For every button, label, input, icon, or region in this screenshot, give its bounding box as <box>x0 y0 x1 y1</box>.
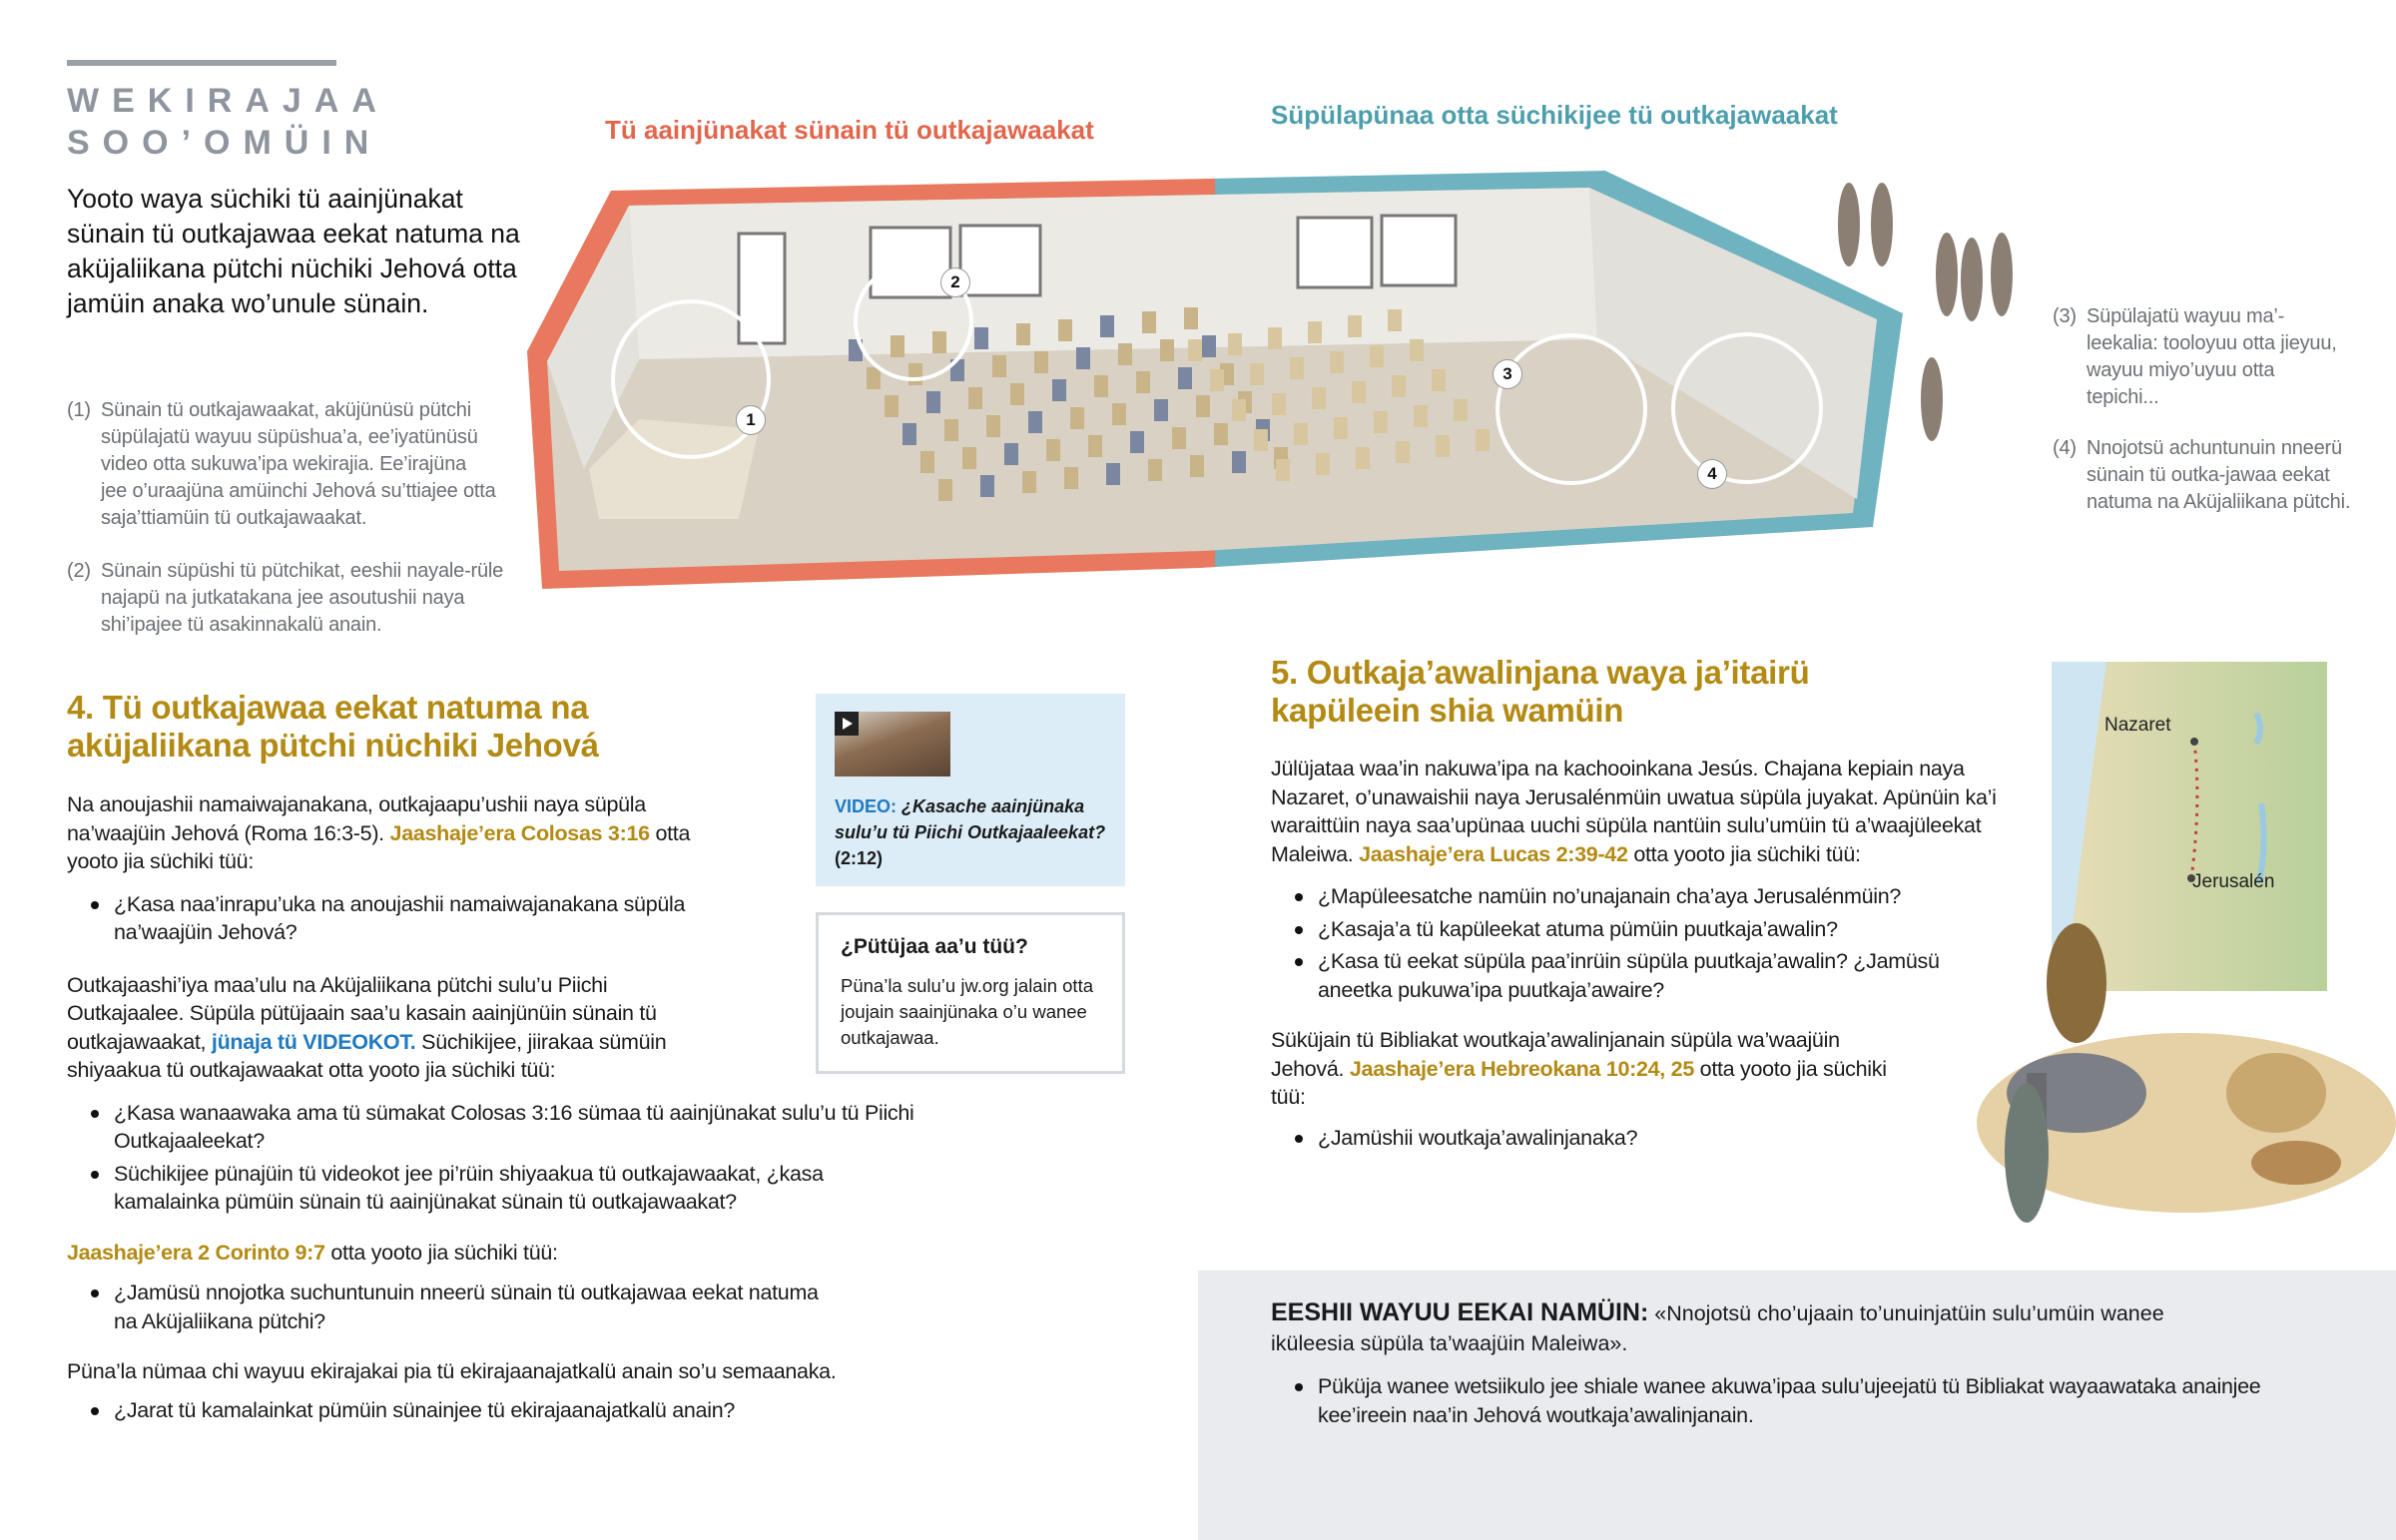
chair <box>1374 411 1388 433</box>
chair <box>1290 357 1304 379</box>
chair-with-person <box>908 363 922 385</box>
question-item: ¿Jamüshii woutkaja’awalinjanaka? <box>1271 1124 2020 1153</box>
chair <box>1312 387 1326 409</box>
question-item: ¿Mapüleesatche namüin no’unajanain cha’aya Jerusalénmüin? <box>1271 882 1970 911</box>
chair <box>1254 429 1268 451</box>
chair-with-person <box>962 447 976 469</box>
chair <box>1396 441 1410 463</box>
note-number: (1) <box>67 399 91 421</box>
chair <box>1392 375 1406 397</box>
chair <box>1356 447 1370 469</box>
chair-with-person <box>1016 323 1030 345</box>
callout-quote <box>1271 1297 2169 1358</box>
paragraph-text: Süchikijee, jiirakaa sümüin shiyaakua tü outkajawaakat otta yooto jia süchiki tüü: <box>67 1029 667 1082</box>
question-list <box>67 1279 846 1335</box>
person-figure <box>1936 233 1958 316</box>
chair-with-person <box>1202 335 1216 357</box>
chair <box>1232 399 1246 421</box>
paragraph-text: Süküjain tü Bibliakat woutkaja’awalinjanain süpüla wa’waajüin Jehová. <box>1271 1028 1840 1081</box>
question-item: ¿Kasa wanaawaka ama tü sümakat Colosas 3:16 sümaa tü aainjünakat sulu’u tü Piichi Outkajaaleekat? <box>67 1099 925 1156</box>
chair-with-person <box>1046 439 1060 461</box>
video-duration: (2:12) <box>835 848 884 868</box>
chair-with-person <box>1034 351 1048 373</box>
chair-with-person <box>1190 455 1204 477</box>
section-5-heading: 5. Outkaja’awalinjana waya ja’itairü kapüleein shia wamüin <box>1271 654 1810 729</box>
chair <box>1294 423 1308 445</box>
play-icon[interactable] <box>835 712 859 736</box>
chair-with-person <box>926 391 940 413</box>
chair <box>1210 369 1224 391</box>
chair-with-person <box>1118 343 1132 365</box>
marker-3: 3 <box>1494 360 1521 388</box>
child-figure <box>2005 1083 2049 1223</box>
map-label-jerusalen: Jerusalén <box>2192 871 2275 892</box>
chair <box>1250 363 1264 385</box>
paragraph <box>67 1239 726 1268</box>
chair <box>1188 339 1202 361</box>
kingdom-hall-illustration <box>0 0 2396 639</box>
scripture-link-hebreokana[interactable]: Jaashaje’era Hebreokana 10:24, 25 <box>1349 1056 1694 1081</box>
chair-with-person <box>1160 339 1174 361</box>
video-link[interactable]: jünaja tü VIDEOKOT. <box>211 1029 416 1054</box>
question-item: ¿Kasaja’a tü kapüleekat atuma pümüin puutkaja’awalin? <box>1271 915 1970 944</box>
chair-with-person <box>980 475 994 497</box>
chair-with-person <box>902 423 916 445</box>
chair <box>1272 393 1286 415</box>
chair-with-person <box>1022 471 1036 493</box>
did-you-know-box <box>816 912 1125 1074</box>
question-list <box>67 1396 965 1425</box>
paragraph-text: Na anoujashii namaiwajanakana, outkajaapu’ushii naya süpüla na’waajüin Jehová (Roma 16:3-5). <box>67 792 646 845</box>
chair-with-person <box>891 335 904 357</box>
traveler-figure <box>2047 923 2106 1043</box>
chair-with-person <box>1070 407 1084 429</box>
question-item: ¿Kasa naa’inrapu’uka na anoujashii namaiwajanakana süpüla na’waajüin Jehová? <box>67 890 726 947</box>
scripture-link-colosas[interactable]: Jaashaje’era Colosas 3:16 <box>389 820 650 845</box>
paragraph-text: otta yooto jia süchiki tüü: <box>1271 1056 1887 1109</box>
traveler-sitting <box>2226 1053 2326 1133</box>
chair-with-person <box>1178 367 1192 389</box>
chair-with-person <box>986 415 1000 437</box>
scripture-link-corinto[interactable]: Jaashaje’era 2 Corinto 9:7 <box>67 1240 325 1265</box>
chair-with-person <box>1058 319 1072 341</box>
chair-with-person <box>1010 383 1024 405</box>
chair-with-person <box>1196 395 1210 417</box>
door <box>739 234 785 343</box>
video-title[interactable]: ¿Kasache aainjünaka sulu’u tü Piichi Outkajaaleekat? <box>835 796 1106 842</box>
chair-with-person <box>867 367 881 389</box>
person-figure <box>1991 233 2013 316</box>
note-text: Süpülajatü wayuu ma’-leekalia: tooloyuu otta jieyuu, wayuu miyo’uyuu otta tepichi... <box>2087 305 2337 408</box>
chair-with-person <box>1028 411 1042 433</box>
question-item: ¿Jamüsü nnojotka suchuntunuin nneerü sünain tü outkajawaa eekat natuma na Aküjaliikana pütchi? <box>67 1279 846 1335</box>
marker-2: 2 <box>941 268 969 296</box>
chair <box>1388 309 1402 331</box>
callout-quote-text: «Nnojotsü cho’ujaain to’unuinjatüin sulu’umüin wanee iküleesia süpüla ta’waajüin Maleiwa». <box>1271 1301 2164 1355</box>
map-illustration <box>1957 654 2396 1253</box>
nazaret-dot <box>2190 738 2198 746</box>
paragraph-text: otta yooto jia süchiki tüü: <box>67 820 691 873</box>
chair <box>1410 339 1424 361</box>
chair <box>1334 417 1348 439</box>
chair <box>1330 351 1344 373</box>
chair <box>1308 321 1322 343</box>
kicker-line-2: SOO’OMÜIN <box>67 124 382 162</box>
chair-with-person <box>1004 443 1018 465</box>
box-title: ¿Pütüjaa aa’u tüü? <box>841 935 1028 958</box>
question-item: ¿Jarat tü kamalainkat pümüin sünainjee tü ekirajaanajatkalü anain? <box>67 1396 965 1425</box>
chair-with-person <box>1232 451 1246 473</box>
question-list <box>67 1099 925 1217</box>
person-figure <box>1871 183 1893 266</box>
chair-with-person <box>1100 315 1114 337</box>
chair-with-person <box>968 387 982 409</box>
paragraph: Püna’la nümaa chi wayuu ekirajakai pia tü ekirajaanajatkalü anain so’u semaanaka. <box>67 1359 837 1383</box>
question-item: ¿Kasa tü eekat süpüla paa’inrüin süpüla puutkaja’awalin? ¿Jamüsü aneetka pukuwa’ipa puutkaja’awaire? <box>1271 947 1970 1004</box>
chair-with-person <box>932 331 946 353</box>
section-5-content <box>1271 755 2020 1156</box>
chair-with-person <box>1052 379 1066 401</box>
chair <box>1454 399 1468 421</box>
chair-with-person <box>1106 463 1120 485</box>
video-caption <box>835 793 1119 871</box>
chair-with-person <box>1154 399 1168 421</box>
chair-with-person <box>1214 423 1228 445</box>
marker-4: 4 <box>1698 460 1726 488</box>
question-list <box>67 890 726 947</box>
callout-label: EESHII WAYUU EEKAI NAMÜIN: <box>1271 1298 1649 1326</box>
chair-with-person <box>1094 375 1108 397</box>
window <box>1382 216 1456 285</box>
chair <box>1414 405 1428 427</box>
chair-with-person <box>885 395 898 417</box>
note-text: Sünain tü outkajawaakat, aküjünüsü pütchi süpülajatü wayuu süpüshua’a, ee’iyatünüsü video otta sukuwa’ipa wekirajia. Ee’irajüna jee o’uraajüna amüinchi Jehová su’ttiajee otta saja’ttiamüin tü outkajawaakat. <box>101 399 496 529</box>
chair-with-person <box>992 355 1006 377</box>
chair <box>1276 459 1290 481</box>
callout-list <box>1271 1372 2269 1433</box>
chair-with-person <box>920 451 934 473</box>
chair-with-person <box>944 419 958 441</box>
kicker-line-1: WEKIRAJAA <box>67 82 389 120</box>
note-number: (4) <box>2053 437 2077 459</box>
chair-with-person <box>1076 347 1090 369</box>
paragraph <box>1271 1026 1910 1112</box>
note-number: (3) <box>2053 305 2077 327</box>
chair <box>1436 435 1450 457</box>
label-during-meeting: Tü aainjünakat sünain tü outkajawaakat <box>605 115 1094 145</box>
chair <box>1432 369 1446 391</box>
chair <box>1268 327 1282 349</box>
paragraph <box>67 971 726 1085</box>
callout-bullet: Püküja wanee wetsiikulo jee shiale wanee akuwa’ipaa sulu’ujeejatü tü Bibliakat wayaawataka anainjee kee’ireein naa’in Jehová woutkaja’awalinjanain. <box>1271 1372 2269 1429</box>
note-number: (2) <box>67 560 91 582</box>
bag-icon <box>2251 1141 2341 1185</box>
chair-with-person <box>1184 307 1198 329</box>
person-figure <box>1961 238 1983 321</box>
question-list <box>1271 1124 2020 1153</box>
intro-text: Yooto waya süchiki tü aainjünakat sünain tü outkajawaa eekat natuma na aküjaliikana pütchi nüchiki Jehová otta jamüin anaka wo’unule sünain. <box>67 184 520 318</box>
paragraph-text: Jülüjataa waa’in nakuwa’ipa na kachooinkana Jesús. Chajana kepiain naya Nazaret, o’unawaishii naya Jerusalénmüin uwatua süpüla juyakat. Apünüin ka’i waraittüin naya saa’upünaa uuchi süpüla nantüin sulu’umüin tü a’waajüleekat Maleiwa. <box>1271 757 1997 866</box>
chair-with-person <box>938 479 952 501</box>
map-label-nazaret: Nazaret <box>2104 715 2171 736</box>
person-figure <box>1921 357 1943 441</box>
chair-with-person <box>1148 459 1162 481</box>
chair <box>1370 345 1384 367</box>
paragraph <box>1271 755 2020 868</box>
chair-with-person <box>1172 427 1186 449</box>
chair <box>1352 381 1366 403</box>
chair-with-person <box>1136 371 1150 393</box>
callout-box <box>1198 1271 2396 1540</box>
note-text: Nnojotsü achuntunuin nneerü sünain tü outka-jawaa eekat natuma na Aküjaliikana pütchi. <box>2087 437 2351 513</box>
video-label: VIDEO: <box>835 796 898 816</box>
window <box>1298 218 1372 287</box>
chair-with-person <box>1130 431 1144 453</box>
chair <box>1476 429 1490 451</box>
person-figure <box>1838 183 1860 266</box>
video-thumbnail[interactable] <box>835 712 950 776</box>
chair-with-person <box>1142 311 1156 333</box>
chair <box>1228 333 1242 355</box>
question-item: Süchikijee pünajüin tü videokot jee pi’rüin shiyaakua tü outkajawaakat, ¿kasa kamalainka pümüin sünain tü aainjünakat sünain tü outkajawaakat? <box>67 1160 925 1217</box>
window <box>960 226 1040 295</box>
paragraph-text: otta yooto jia süchiki tüü: <box>330 1240 558 1265</box>
paragraph-text: otta yooto jia süchiki tüü: <box>1633 841 1861 866</box>
label-before-after-meeting: Süpülapünaa otta süchikijee tü outkajawaakat <box>1271 100 1838 130</box>
paragraph <box>67 790 726 876</box>
chair-with-person <box>1088 435 1102 457</box>
note-text: Sünain süpüshi tü pütchikat, eeshii nayale-rüle najapü na jutkatakana jee asoutushii naya shi’ipajee tü asakinnakalü anain. <box>101 560 504 636</box>
marker-1: 1 <box>737 406 765 434</box>
chair <box>1316 453 1330 475</box>
section-4-heading: 4. Tü outkajawaa eekat natuma na aküjaliikana pütchi nüchiki Jehová <box>67 689 599 764</box>
scripture-link-lucas[interactable]: Jaashaje’era Lucas 2:39-42 <box>1359 841 1628 866</box>
chair-with-person <box>1064 467 1078 489</box>
box-text: Püna’la sulu’u jw.org jalain otta joujain saainjünaka o’u wanee outkajawaa. <box>841 975 1093 1048</box>
chair <box>1348 315 1362 337</box>
video-box[interactable] <box>816 694 1125 886</box>
chair-with-person <box>974 327 988 349</box>
question-list <box>1271 882 1970 1004</box>
paragraph-text: Outkajaashi’iya maa’ulu na Aküjaliikana pütchi sulu’u Piichi Outkajaalee. Süpüla pütüjaain saa’u kasain aainjünüin sünain tü outkajawaakat, <box>67 972 657 1054</box>
chair-with-person <box>1112 403 1126 425</box>
